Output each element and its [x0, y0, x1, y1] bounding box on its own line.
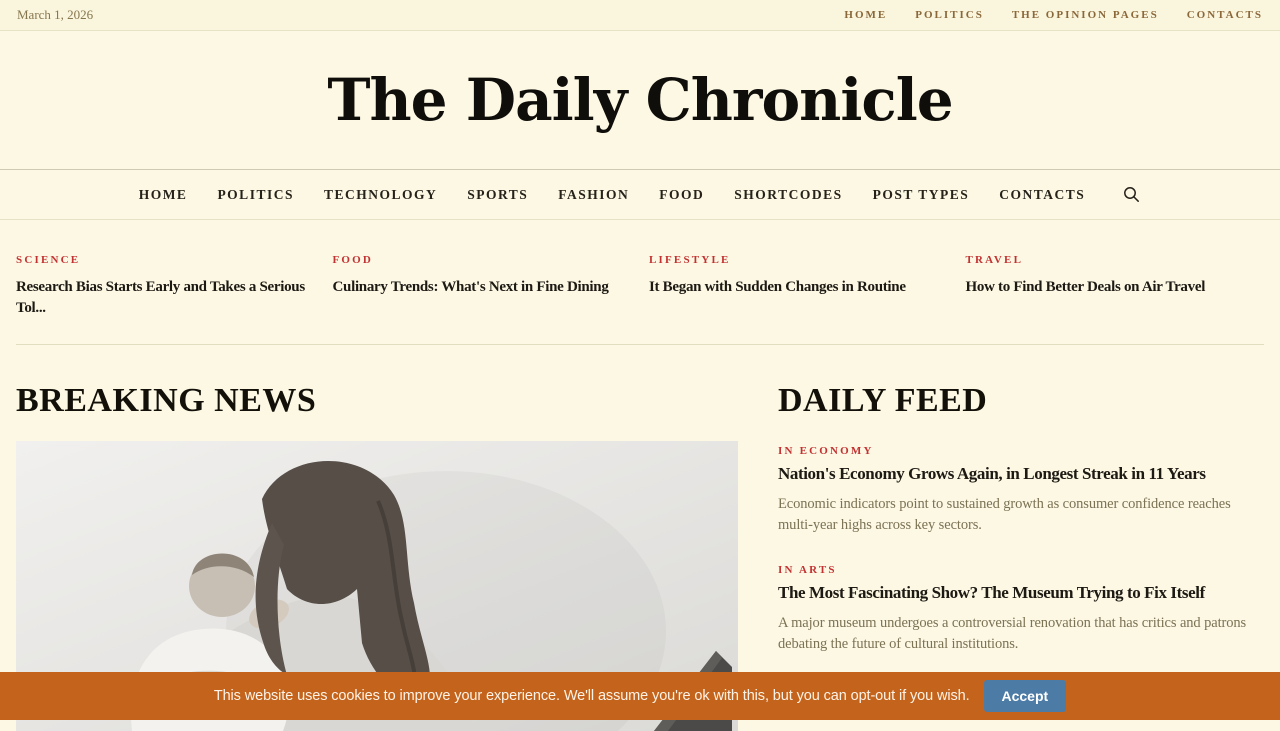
- nav-item-food[interactable]: FOOD: [659, 186, 705, 202]
- top-menu-politics[interactable]: POLITICS: [915, 9, 984, 21]
- top-menu: [844, 9, 1263, 21]
- teaser-title[interactable]: How to Find Better Deals on Air Travel: [965, 279, 1206, 295]
- search-icon[interactable]: [1121, 185, 1141, 205]
- teaser-row: [16, 220, 1264, 345]
- teaser-category-link[interactable]: FOOD: [332, 254, 374, 266]
- masthead: [0, 31, 1280, 169]
- cookie-bar: [0, 672, 1280, 720]
- top-menu-home[interactable]: HOME: [844, 9, 888, 21]
- teaser-category-link[interactable]: TRAVEL: [965, 254, 1024, 266]
- top-menu-contacts[interactable]: CONTACTS: [1186, 9, 1263, 21]
- teaser-category-link[interactable]: LIFESTYLE: [649, 254, 731, 266]
- feed-item-title[interactable]: Nation's Economy Grows Again, in Longest Streak in 11 Years: [778, 464, 1206, 484]
- nav-item-post-types[interactable]: POST TYPES: [872, 186, 970, 202]
- teaser-title[interactable]: It Began with Sudden Changes in Routine: [649, 279, 906, 295]
- teaser-lifestyle: [649, 250, 948, 320]
- feed-item-excerpt: Economic indicators point to sustained growth as consumer confidence reaches multi-year highs across key sectors.: [778, 496, 1231, 534]
- nav-item-politics[interactable]: POLITICS: [217, 186, 294, 202]
- feed-item-title[interactable]: The Most Fascinating Show? The Museum Trying to Fix Itself: [778, 583, 1205, 603]
- nav-item-shortcodes[interactable]: SHORTCODES: [734, 186, 843, 202]
- nav-item-home[interactable]: HOME: [138, 186, 188, 202]
- feed-item-arts: [778, 560, 1264, 655]
- date-text: March 1, 2026: [17, 7, 94, 22]
- breaking-news-heading: BREAKING NEWS: [16, 381, 317, 419]
- top-menu-opinion-pages[interactable]: THE OPINION PAGES: [1011, 9, 1159, 21]
- teaser-travel: [966, 250, 1265, 320]
- teaser-science: [16, 250, 315, 320]
- feed-category-link[interactable]: IN ECONOMY: [778, 445, 874, 458]
- nav-item-sports[interactable]: SPORTS: [467, 186, 529, 202]
- site-title[interactable]: The Daily Chronicle: [327, 66, 953, 134]
- main-nav: [0, 169, 1280, 220]
- daily-feed-heading: DAILY FEED: [778, 381, 988, 419]
- top-bar: [0, 0, 1280, 31]
- cookie-accept-button[interactable]: Accept: [984, 680, 1067, 712]
- nav-item-fashion[interactable]: FASHION: [558, 186, 630, 202]
- nav-item-technology[interactable]: TECHNOLOGY: [323, 186, 438, 202]
- nav-item-contacts[interactable]: CONTACTS: [999, 186, 1086, 202]
- teaser-category-link[interactable]: SCIENCE: [16, 254, 81, 266]
- feed-category-link[interactable]: IN ARTS: [778, 564, 837, 577]
- cookie-message: This website uses cookies to improve your experience. We'll assume you're ok with this, but you can opt-out if you wish.: [213, 688, 970, 704]
- teaser-food: [333, 250, 632, 320]
- teaser-title[interactable]: Culinary Trends: What's Next in Fine Dining: [332, 279, 609, 295]
- teaser-title[interactable]: Research Bias Starts Early and Takes a Serious Tol...: [16, 279, 305, 317]
- feed-item-economy: [778, 441, 1264, 536]
- feed-item-excerpt: A major museum undergoes a controversial renovation that has critics and patrons debating the future of cultural institutions.: [778, 615, 1247, 653]
